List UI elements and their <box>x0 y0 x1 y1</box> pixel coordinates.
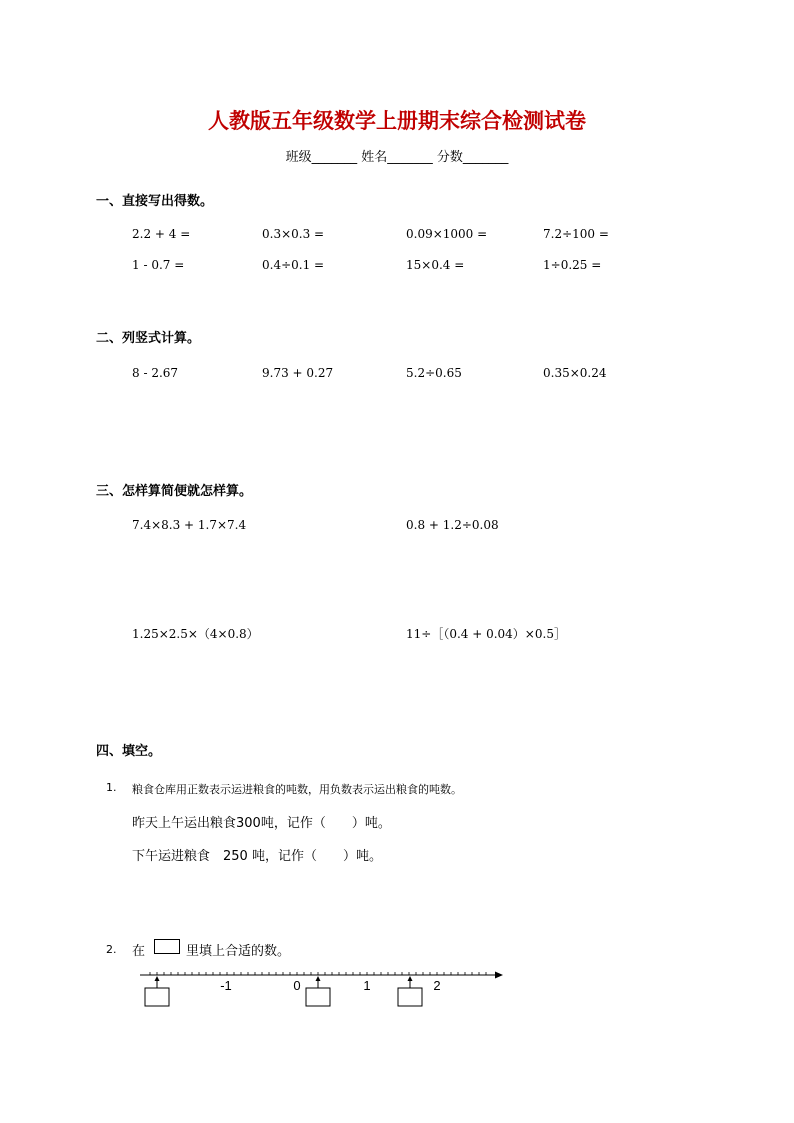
simplify-item: 7.4×8.3 + 1.7×7.4 <box>132 518 247 532</box>
tick-label: 1 <box>363 978 371 993</box>
question-1-line-2: 下午运进粮食 250 吨，记作（ ）吨。 <box>132 849 382 864</box>
vertical-calc-item: 8 - 2.67 <box>132 366 179 380</box>
section-4-heading: 四、填空。 <box>96 744 162 759</box>
tick-label: -1 <box>220 978 232 993</box>
student-info-line: 班级_______ 姓名_______ 分数_______ <box>285 150 509 165</box>
calc-item: 0.09×1000 = <box>406 227 488 241</box>
number-line-arrow <box>495 972 503 979</box>
question-1-line-1: 昨天上午运出粮食300吨，记作（ ）吨。 <box>132 816 391 831</box>
question-2-suffix: 里填上合适的数。 <box>186 944 291 959</box>
simplify-item: 11÷［（0.4 + 0.04）×0.5］ <box>406 627 566 641</box>
calc-item: 1 - 0.7 = <box>132 258 185 272</box>
simplify-item: 0.8 + 1.2÷0.08 <box>406 518 499 532</box>
tick-label: 2 <box>433 978 441 993</box>
calc-item: 1÷0.25 = <box>543 258 602 272</box>
section-3-heading: 三、怎样算简便就怎样算。 <box>96 484 253 499</box>
calc-item: 2.2 + 4 = <box>132 227 191 241</box>
section-2-heading: 二、列竖式计算。 <box>96 331 201 346</box>
calc-item: 15×0.4 = <box>406 258 465 272</box>
pointer-arrow-3 <box>408 976 413 981</box>
calc-item: 0.4÷0.1 = <box>262 258 325 272</box>
pointer-arrow-2 <box>316 976 321 981</box>
question-1-text: 粮食仓库用正数表示运进粮食的吨数，用负数表示运出粮食的吨数。 <box>132 783 462 796</box>
question-number: 2. <box>106 943 117 956</box>
question-2-prefix: 在 <box>132 944 146 959</box>
section-1-heading: 一、直接写出得数。 <box>96 194 214 209</box>
tick-label: 0 <box>293 978 301 993</box>
page-title: 人教版五年级数学上册期末综合检测试卷 <box>208 108 586 133</box>
calc-item: 0.3×0.3 = <box>262 227 325 241</box>
question-number: 1. <box>106 781 117 794</box>
answer-box-1 <box>145 988 169 1006</box>
answer-box-2 <box>306 988 330 1006</box>
vertical-calc-item: 9.73 + 0.27 <box>262 366 334 380</box>
calc-item: 7.2÷100 = <box>543 227 609 241</box>
simplify-item: 1.25×2.5×（4×0.8） <box>132 627 259 641</box>
vertical-calc-item: 0.35×0.24 <box>543 366 607 380</box>
vertical-calc-item: 5.2÷0.65 <box>406 366 462 380</box>
pointer-arrow-1 <box>155 976 160 981</box>
answer-box-3 <box>398 988 422 1006</box>
